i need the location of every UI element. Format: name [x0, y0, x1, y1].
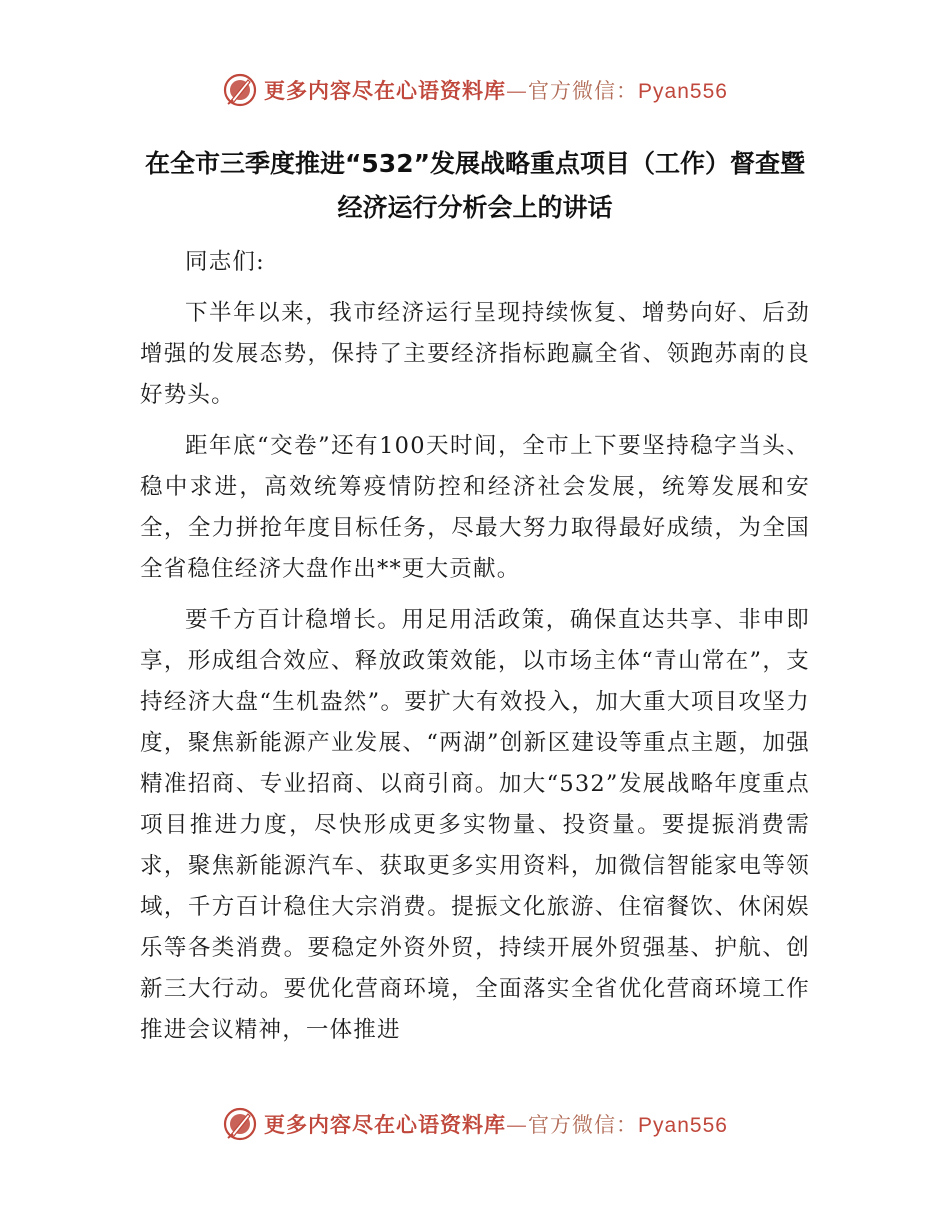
paragraph-3: 要千方百计稳增长。用足用活政策，确保直达共享、非申即享，形成组合效应、释放政策效能，以市场主体“青山常在”，支持经济大盘“生机盎然”。要扩大有效投入，加大重大项目攻坚力度，聚焦新能源产业发展、“两湖”创新区建设等重点主题，加强精准招商、专业招商、以商引商。加大“532”发展战略年度重点项目推进力度，尽快形成更多实物量、投资量。要提振消费需求，聚焦新能源汽车、获取更多实用资料，加微信智能家电等领域，千方百计稳住大宗消费。提振文化旅游、住宿餐饮、休闲娱乐等各类消费。要稳定外资外贸，持续开展外贸强基、护航、创新三大行动。要优化营商环境，全面落实全省优化营商环境工作推进会议精神，一体推进 [140, 607, 810, 1043]
banner-wechat-label: 官方微信： [528, 1113, 639, 1137]
paragraph-2: 距年底“交卷”还有100天时间，全市上下要坚持稳字当头、稳中求进，高效统筹疫情防控和经济社会发展，统筹发展和安全，全力拼抢年度目标任务，尽最大努力取得最好成绩，为全国全省稳住经济大盘作出**更大贡献。 [140, 433, 810, 582]
banner-brand: 更多内容尽在心语资料库 [264, 79, 507, 103]
document-body [140, 242, 810, 1061]
banner-wechat-label: 官方微信： [528, 79, 639, 103]
bottom-banner [0, 1104, 950, 1144]
banner-account: Pyan556 [638, 80, 728, 103]
banner-separator: — [506, 79, 529, 103]
banner-brand: 更多内容尽在心语资料库 [264, 1113, 507, 1137]
quill-logo-icon [222, 1106, 258, 1142]
document-title [60, 142, 890, 230]
salutation: 同志们: [185, 249, 265, 275]
paragraph-1: 下半年以来，我市经济运行呈现持续恢复、增势向好、后劲增强的发展态势，保持了主要经济指标跑赢全省、领跑苏南的良好势头。 [140, 300, 810, 408]
banner-account: Pyan556 [638, 1114, 728, 1137]
banner-separator: — [506, 1113, 529, 1137]
banner-text [264, 75, 728, 105]
top-banner [0, 70, 950, 110]
banner-text [264, 1109, 728, 1139]
title-line-2: 经济运行分析会上的讲话 [337, 193, 613, 222]
title-line-1: 在全市三季度推进“532”发展战略重点项目（工作）督查暨 [144, 149, 806, 178]
quill-logo-icon [222, 72, 258, 108]
